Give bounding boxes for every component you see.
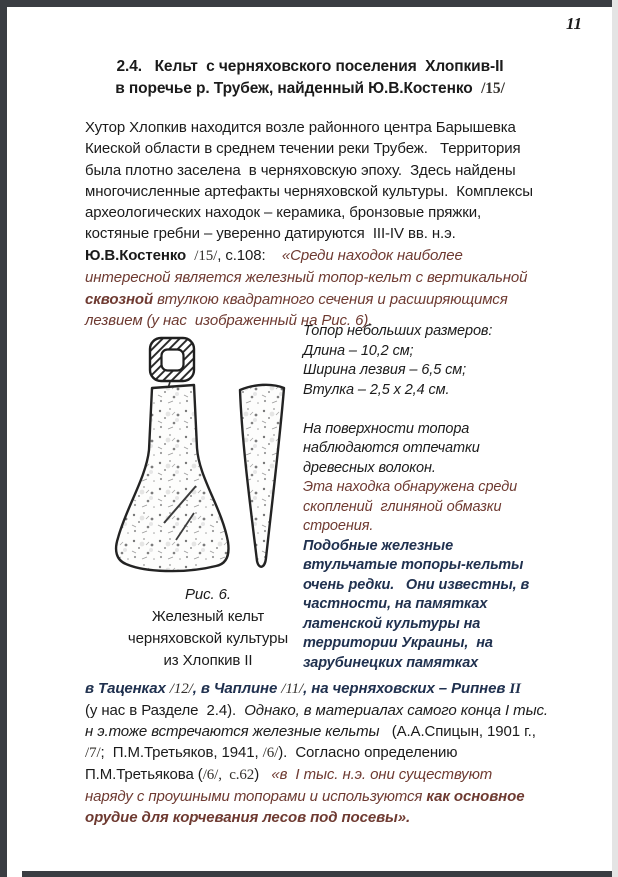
section-heading: 2.4. Кельт с черняховского поселения Хлопкив-II в поречье р. Трубеж, найденный Ю.В.Костенко /15/ [115, 58, 505, 97]
celt-socket-cross-section [150, 338, 194, 388]
figure-caption: Рис. 6. Железный кельт черняховской культуры из Хлопкив II [127, 586, 289, 669]
scan-border-bottom [22, 871, 618, 877]
page-edge-right [612, 0, 618, 877]
kostenko-quote-paragraph: Ю.В.Костенко /15/, с.108: «Среди находок наиболее интересной является железный топор-кельт с вертикальной сквозной втулкою квадратного сечения и расширяющимся лезвием (у нас изображенный на Рис. 6). [85, 247, 528, 329]
celt-front-view [116, 385, 228, 571]
page-number: 11 [566, 14, 582, 33]
bottom-paragraph: в Таценках /12/, в Чаплине /11/, на черняховских – Рипнев II (у нас в Разделе 2.4). Однако, в материалах самого конца I тыс. н э.тоже встречаются железные кельты (А.А.Спицын, 1901 г., /7/; П.М.Третьяков, 1941, /6/). Согласно определению П.М.Третьякова (/6/, с.62) «в I тыс. н.э. они существуют наряду с проушными топорами и используются как основное орудие для корчевания лесов под посевы». [85, 680, 548, 826]
celt-drawing-svg [104, 328, 312, 582]
figure-celt-drawing [104, 328, 312, 582]
scan-border-top [0, 0, 618, 7]
celt-side-view [240, 385, 284, 567]
scan-border-left [0, 0, 7, 877]
measurements-column: Топор небольших размеров: Длина – 10,2 см; Ширина лезвия – 6,5 см; Втулка – 2,5 х 2,4 см. На поверхности топора наблюдаются отпечатки древесных волокон. Эта находка обнаружена среди скоплений глиняной обмазки строения. Подобные железные втульчатые топоры-кельты очень редки. Они известны, в частности, на памятках латенской культуры на территории Украины, на зарубинецких памятках [303, 323, 530, 671]
intro-paragraph: Хутор Хлопкив находится возле районного центра Барышевка Киеской области в среднем течении реки Трубеж. Территория была плотно заселена в черняховскую эпоху. Здесь найдены многочисленные артефакты черняховской культуры. Комплексы археологических находок – керамика, бронзовые пряжки, костяные гребни – уверенно датируются III-IV вв. н.э. [85, 119, 533, 243]
